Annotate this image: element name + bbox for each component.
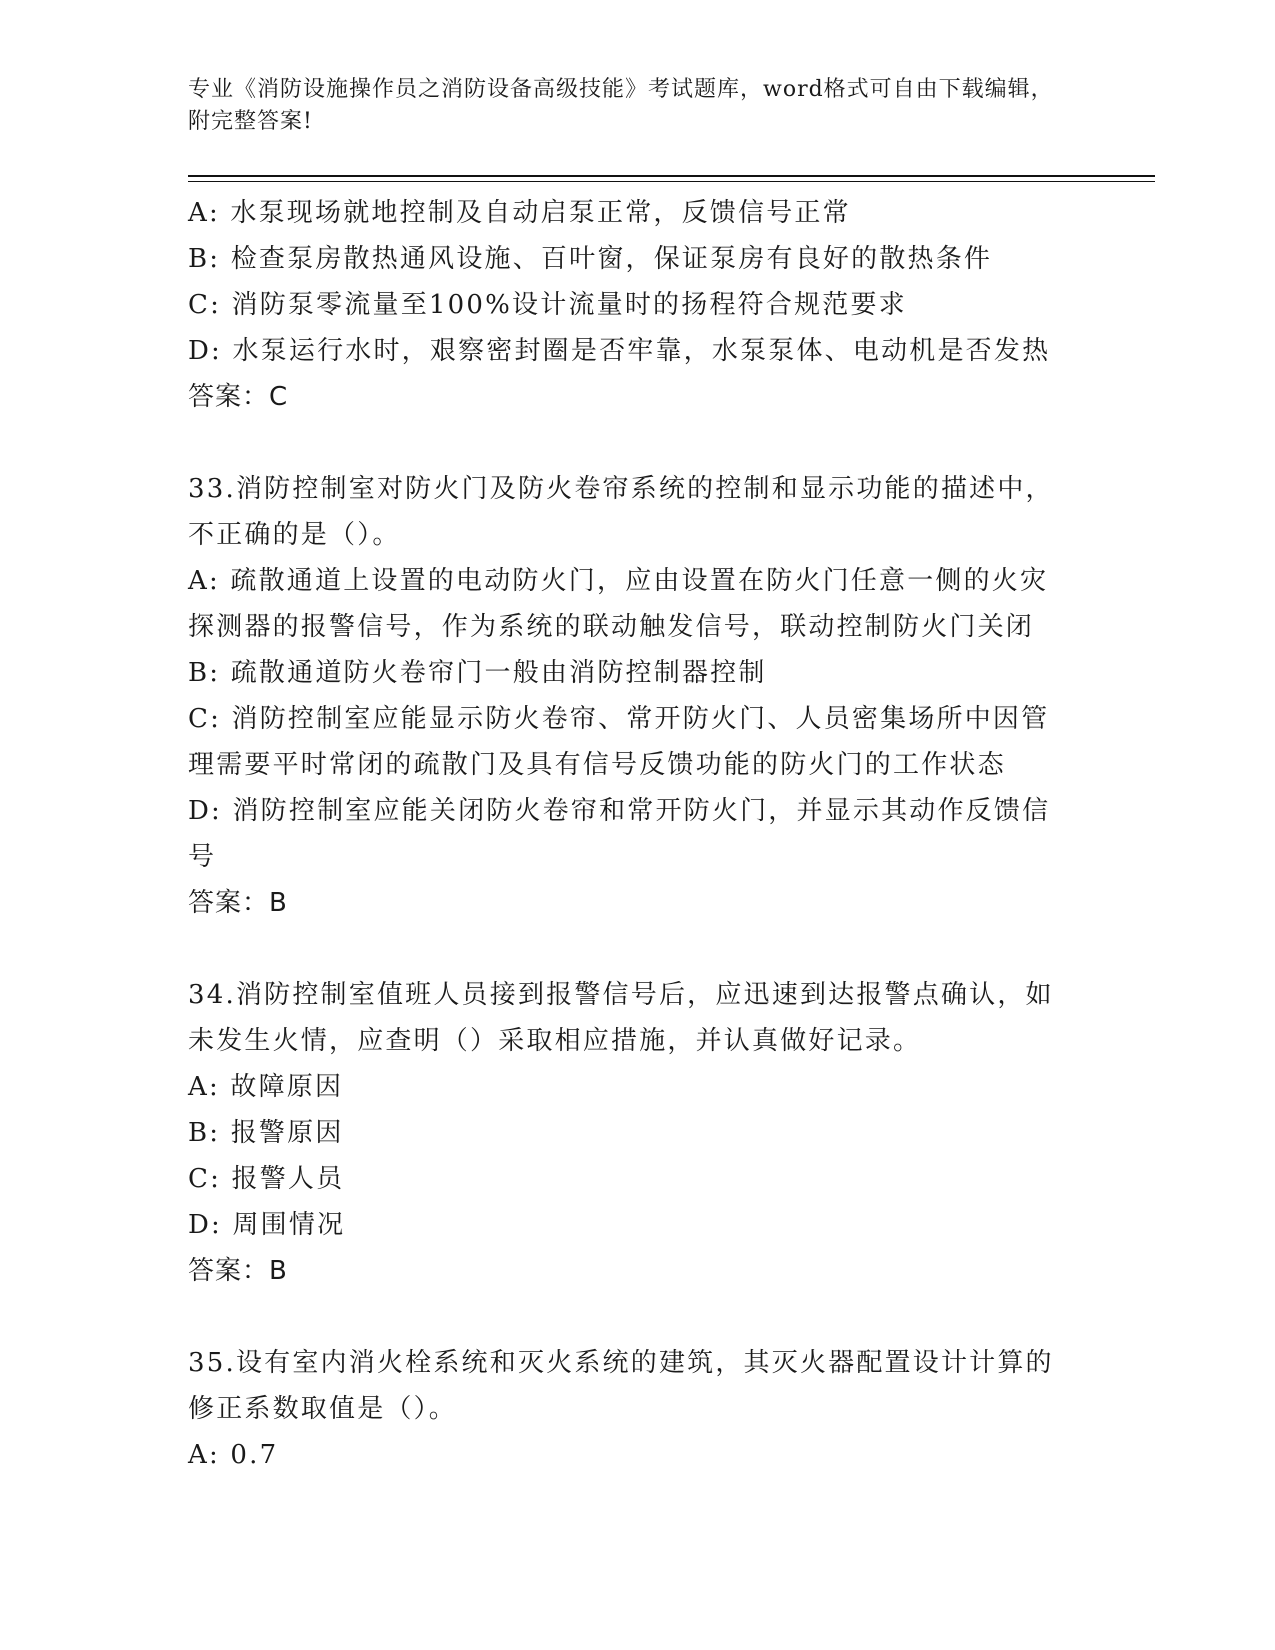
header-rule-thick [188, 175, 1155, 177]
option-d: D: 周围情况 [188, 1210, 346, 1240]
answer-line: 答案：B [188, 888, 288, 918]
option-line: B: 疏散通道防火卷帘门一般由消防控制器控制 [188, 658, 767, 688]
option-line: 理需要平时常闭的疏散门及具有信号反馈功能的防火门的工作状态 [188, 750, 1006, 780]
question-content [188, 190, 1088, 1478]
header-rule-thin [188, 181, 1155, 182]
question-stem-line: 35.设有室内消火栓系统和灭火系统的建筑，其灭火器配置设计计算的 [188, 1348, 1054, 1378]
question-stem-line: 修正系数取值是（）。 [188, 1394, 458, 1424]
option-b: B: 报警原因 [188, 1118, 344, 1148]
spacer [188, 1294, 1088, 1340]
option-line: C: 消防控制室应能显示防火卷帘、常开防火门、人员密集场所中因管 [188, 704, 1050, 734]
option-a: A: 0.7 [188, 1440, 279, 1470]
document-header: 专业《消防设施操作员之消防设备高级技能》考试题库，word格式可自由下载编辑，附完整答案! [188, 77, 1054, 134]
option-d: D: 水泵运行水时，艰察密封圈是否牢靠，水泵泵体、电动机是否发热 [188, 336, 1051, 366]
question-stem-line: 不正确的是（）。 [188, 520, 401, 550]
question-33 [188, 466, 1088, 926]
option-line: D: 消防控制室应能关闭防火卷帘和常开防火门，并显示其动作反馈信 [188, 796, 1051, 826]
answer-line: 答案：C [188, 382, 289, 412]
question-stem-line: 未发生火情，应查明（）采取相应措施，并认真做好记录。 [188, 1026, 922, 1056]
option-c: C: 消防泵零流量至100%设计流量时的扬程符合规范要求 [188, 290, 907, 320]
option-c: C: 报警人员 [188, 1164, 345, 1194]
option-b: B: 检查泵房散热通风设施、百叶窗，保证泵房有良好的散热条件 [188, 244, 993, 274]
question-35 [188, 1340, 1088, 1478]
prev-question-block [188, 190, 1088, 420]
question-34 [188, 972, 1088, 1294]
option-line: 探测器的报警信号，作为系统的联动触发信号，联动控制防火门关闭 [188, 612, 1035, 642]
question-stem-line: 34.消防控制室值班人员接到报警信号后，应迅速到达报警点确认，如 [188, 980, 1054, 1010]
option-line: 号 [188, 842, 217, 872]
option-line: A: 疏散通道上设置的电动防火门，应由设置在防火门任意一侧的火灾 [188, 566, 1049, 596]
option-a: A: 水泵现场就地控制及自动启泵正常，反馈信号正常 [188, 198, 851, 228]
spacer [188, 420, 1088, 466]
spacer [188, 926, 1088, 972]
option-a: A: 故障原因 [188, 1072, 344, 1102]
question-stem-line: 33.消防控制室对防火门及防火卷帘系统的控制和显示功能的描述中， [188, 474, 1054, 504]
answer-line: 答案：B [188, 1256, 288, 1286]
